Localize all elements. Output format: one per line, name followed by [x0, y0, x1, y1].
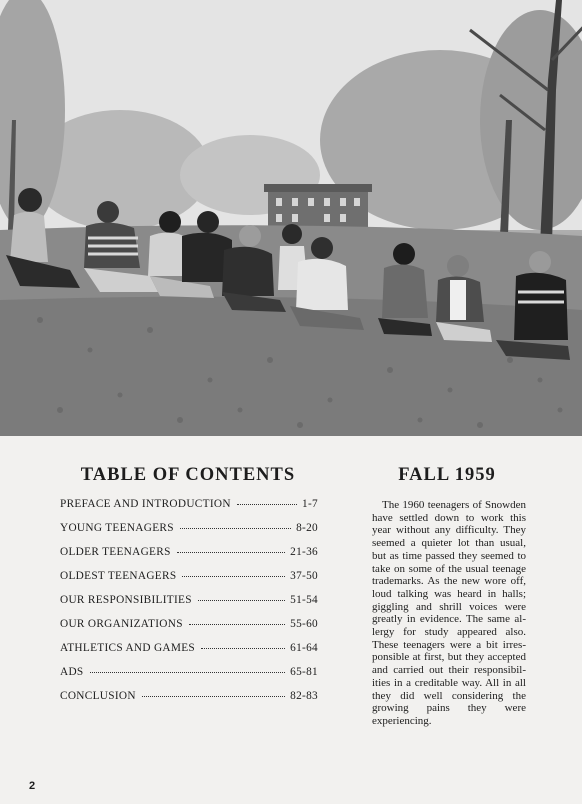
toc-entry-pages: 61-64 [290, 642, 318, 654]
toc-title: TABLE OF CONTENTS [80, 465, 296, 485]
toc-list [60, 498, 318, 714]
dot-leader [177, 551, 285, 553]
dot-leader [237, 503, 297, 505]
toc-entry [60, 642, 318, 666]
toc-entry [60, 498, 318, 522]
toc-entry [60, 522, 318, 546]
fall-title: FALL 1959 [398, 465, 496, 485]
dot-leader [142, 695, 285, 697]
toc-entry-pages: 82-83 [290, 690, 318, 702]
dot-leader [198, 599, 285, 601]
toc-entry-pages: 1-7 [302, 498, 318, 510]
toc-entry-pages: 37-50 [290, 570, 318, 582]
dot-leader [90, 671, 286, 673]
dot-leader [182, 575, 285, 577]
toc-entry [60, 618, 318, 642]
dot-leader [180, 527, 291, 529]
toc-entry-label: OUR RESPONSIBILITIES [60, 594, 192, 606]
toc-entry-pages: 21-36 [290, 546, 318, 558]
toc-entry [60, 690, 318, 714]
toc-entry-pages: 65-81 [290, 666, 318, 678]
dot-leader [189, 623, 285, 625]
toc-entry-pages: 8-20 [296, 522, 318, 534]
toc-entry [60, 594, 318, 618]
toc-entry-label: OLDER TEENAGERS [60, 546, 171, 558]
toc-entry-label: ATHLETICS AND GAMES [60, 642, 195, 654]
dot-leader [201, 647, 285, 649]
toc-entry-label: CONCLUSION [60, 690, 136, 702]
toc-entry-label: PREFACE AND INTRODUCTION [60, 498, 231, 510]
toc-entry [60, 570, 318, 594]
toc-entry-label: OUR ORGANIZATIONS [60, 618, 183, 630]
toc-entry-label: ADS [60, 666, 84, 678]
toc-entry-label: OLDEST TEENAGERS [60, 570, 177, 582]
fall-narrative: The 1960 teenagers of Snowden have settled down to work this year without any difficulty. They seemed a quieter lot than usual, but as time passed they seemed to take on some of the usual teenage trademarks. As the new wore off, loud talking was heard in halls; giggling and shrill voices were greatly in evidence. The same allergy for study appeared also. These teenagers were a bit irresponsible at first, but they accepted and carried out their responsibilities in a creditable way. All in all they did well considering the growing pains they were experiencing. [372, 499, 526, 727]
page-number: 2 [29, 780, 36, 792]
toc-entry-pages: 51-54 [290, 594, 318, 606]
toc-entry-pages: 55-60 [290, 618, 318, 630]
toc-entry-label: YOUNG TEENAGERS [60, 522, 174, 534]
toc-entry [60, 666, 318, 690]
toc-entry [60, 546, 318, 570]
